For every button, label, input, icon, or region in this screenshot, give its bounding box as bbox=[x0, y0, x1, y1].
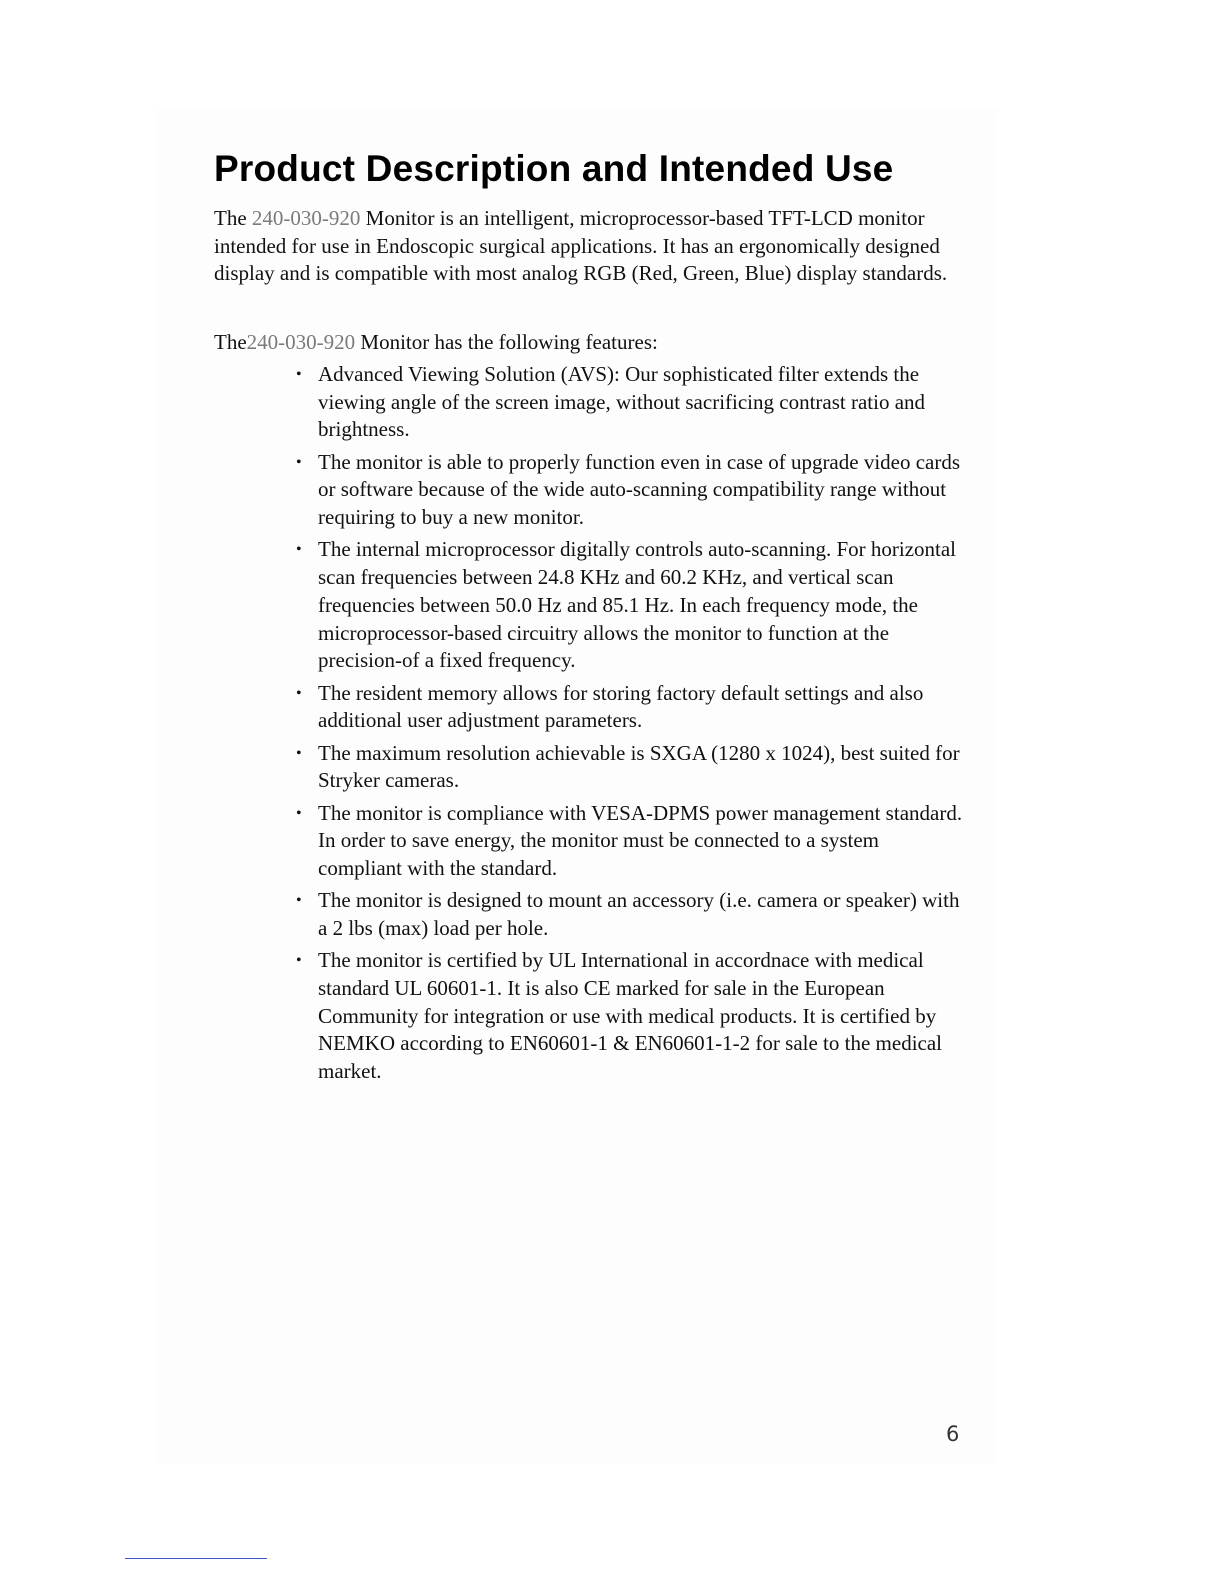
feature-text: The monitor is certified by UL International in accordnace with medical standard UL 60601-1. It is also CE marked for sale in the European Community for integration or use with medical products. It is certified by NEMKO according to EN60601-1 & EN60601-1-2 for sale to the medical market. bbox=[318, 948, 943, 1084]
feature-text: The monitor is designed to mount an accessory (i.e. camera or speaker) with a 2 lbs (max) load per hole. bbox=[318, 888, 960, 940]
feature-item bbox=[296, 449, 966, 532]
feature-list bbox=[296, 361, 966, 1090]
feature-text: The monitor is compliance with VESA-DPMS power management standard. In order to save energy, the monitor must be connected to a system compliant with the standard. bbox=[318, 800, 963, 880]
feature-item bbox=[296, 361, 966, 444]
features-intro-prefix: The bbox=[214, 330, 247, 354]
intro-prefix: The bbox=[214, 206, 252, 230]
feature-item bbox=[296, 887, 966, 942]
footer-rule bbox=[125, 1558, 267, 1559]
page-title: Product Description and Intended Use bbox=[214, 148, 894, 189]
page-number: 6 bbox=[946, 1422, 960, 1446]
bullet-icon: • bbox=[296, 744, 302, 762]
bullet-icon: • bbox=[296, 952, 302, 970]
feature-item bbox=[296, 947, 966, 1086]
bullet-icon: • bbox=[296, 684, 302, 702]
feature-text: The resident memory allows for storing factory default settings and also additional user adjustment parameters. bbox=[318, 680, 924, 733]
feature-text: Advanced Viewing Solution (AVS): Our sophisticated filter extends the viewing angle of the screen image, without sacrificing contrast ratio and brightness. bbox=[318, 362, 926, 442]
feature-item bbox=[296, 740, 966, 795]
features-intro-text: Monitor has the following features: bbox=[355, 330, 658, 354]
model-number: 240-030-920 bbox=[246, 330, 356, 354]
intro-paragraph bbox=[214, 205, 959, 288]
intro-text: Monitor is an intelligent, microprocessor-based TFT-LCD monitor intended for use in Endoscopic surgical applications. It has an ergonomically designed display and is compatible with most analog RGB (Red, Green, Blue) display standards. bbox=[214, 206, 948, 286]
feature-text: The maximum resolution achievable is SXGA (1280 x 1024), best suited for Stryker cameras. bbox=[318, 740, 960, 793]
bullet-icon: • bbox=[296, 541, 302, 559]
feature-item bbox=[296, 680, 966, 735]
feature-text: The monitor is able to properly function even in case of upgrade video cards or software because of the wide auto-scanning compatibility range without requiring to buy a new monitor. bbox=[318, 449, 961, 530]
bullet-icon: • bbox=[296, 804, 302, 822]
bullet-icon: • bbox=[296, 453, 302, 471]
model-number: 240-030-920 bbox=[251, 206, 361, 230]
bullet-icon: • bbox=[296, 366, 302, 383]
bullet-icon: • bbox=[296, 892, 302, 910]
features-intro-paragraph bbox=[214, 329, 959, 357]
feature-item bbox=[296, 536, 966, 675]
feature-item bbox=[296, 800, 966, 883]
feature-text: The internal microprocessor digitally controls auto-scanning. For horizontal scan frequencies between 24.8 KHz and 60.2 KHz, and vertical scan frequencies between 50.0 Hz and 85.1 Hz. In each frequency mode, the microprocessor-based circuitry allows the monitor to function at the precision-of a fixed frequency. bbox=[318, 537, 956, 673]
